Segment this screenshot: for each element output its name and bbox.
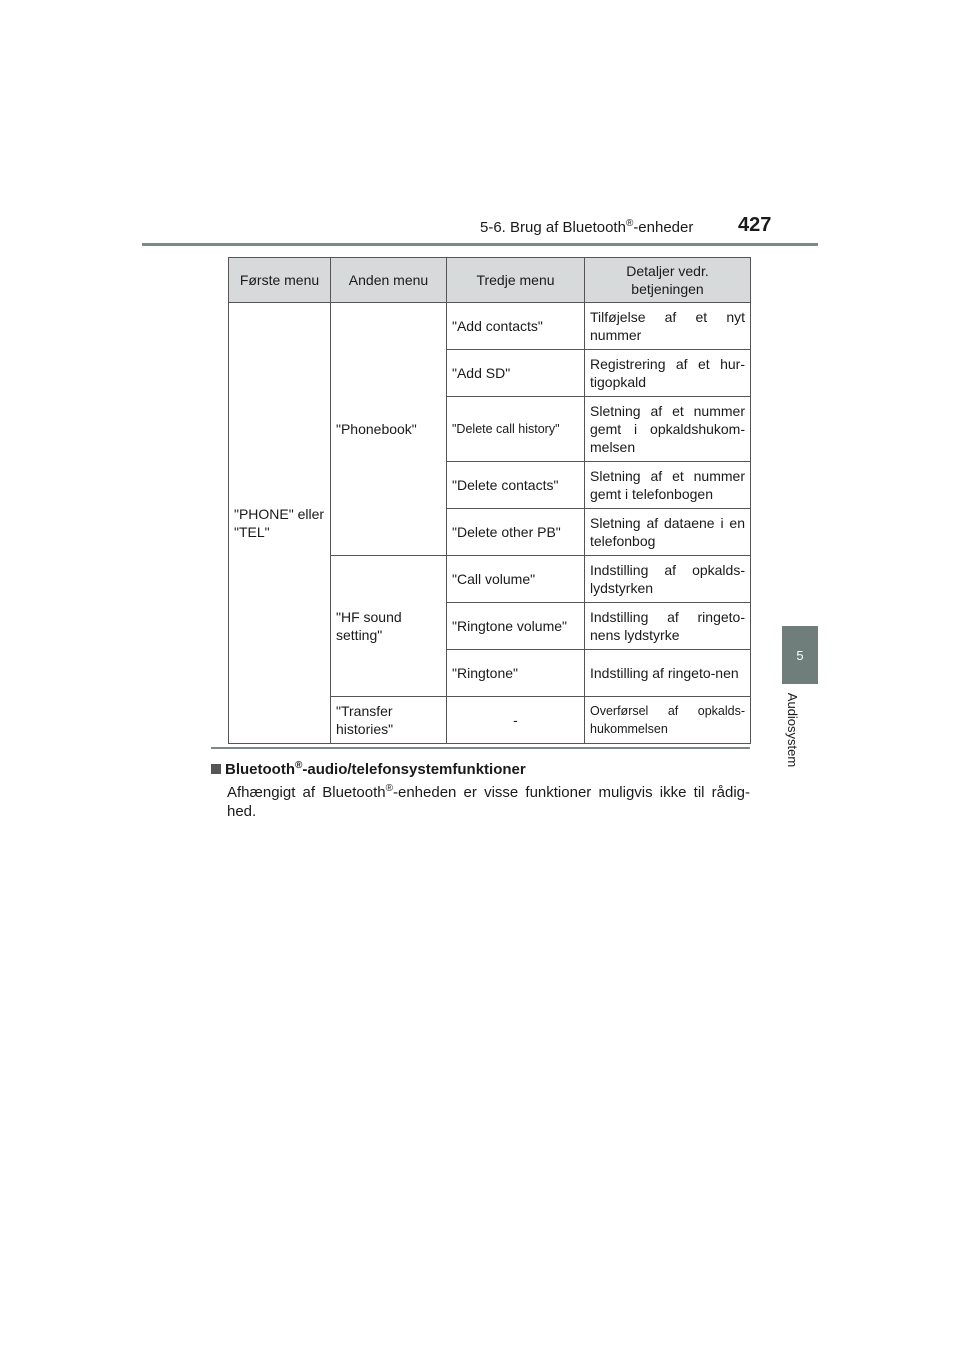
header-second-menu: Anden menu xyxy=(331,258,447,303)
chapter-label: Audiosystem xyxy=(785,692,800,768)
detail-cell: Sletning af et nummer gemt i opkaldshukom-melsen xyxy=(585,397,751,462)
detail-cell: Indstilling af opkalds-lydstyrken xyxy=(585,556,751,603)
detail-cell: Indstilling af ringeto-nens lydstyrke xyxy=(585,603,751,650)
third-menu-cell: - xyxy=(447,697,585,744)
detail-cell: Indstilling af ringeto-nen xyxy=(585,650,751,697)
registered-mark: ® xyxy=(385,783,393,794)
third-menu-cell: "Delete call history" xyxy=(447,397,585,462)
section-heading-suffix: -audio/telefonsystemfunktioner xyxy=(302,761,526,778)
second-menu-cell: "HF sound setting" xyxy=(331,556,447,697)
detail-cell: Sletning af et nummer gemt i telefonbogen xyxy=(585,462,751,509)
detail-cell: Tilføjelse af et nyt nummer xyxy=(585,303,751,350)
header-third-menu: Tredje menu xyxy=(447,258,585,303)
detail-cell: Sletning af dataene i en telefonbog xyxy=(585,509,751,556)
registered-mark: ® xyxy=(294,760,303,771)
section-body-prefix: Afhængigt af Bluetooth xyxy=(227,784,386,801)
header-title xyxy=(480,218,700,236)
third-menu-cell: "Add contacts" xyxy=(447,303,585,350)
first-menu-cell: "PHONE" eller "TEL" xyxy=(229,303,331,744)
second-menu-cell: "Transfer histories" xyxy=(331,697,447,744)
section-body xyxy=(211,779,750,821)
registered-mark: ® xyxy=(625,218,634,229)
section-heading xyxy=(211,756,750,779)
third-menu-cell: "Ringtone" xyxy=(447,650,585,697)
square-bullet-icon xyxy=(211,764,221,774)
section-heading-prefix: Bluetooth xyxy=(225,761,295,778)
detail-cell: Overførsel af opkalds-hukommelsen xyxy=(585,697,751,744)
header-title-suffix: -enheder xyxy=(633,219,694,236)
section-body-suffix: -enheden er visse funktioner muligvis ikke til rådig-hed. xyxy=(227,784,751,820)
header-title-prefix: 5-6. Brug af Bluetooth xyxy=(480,219,626,236)
third-menu-cell: "Add SD" xyxy=(447,350,585,397)
third-menu-cell: "Ringtone volume" xyxy=(447,603,585,650)
table-header-row xyxy=(229,258,751,303)
third-menu-cell: "Delete other PB" xyxy=(447,509,585,556)
table-row xyxy=(229,303,751,350)
page-number: 427 xyxy=(738,214,772,236)
third-menu-cell: "Call volume" xyxy=(447,556,585,603)
second-menu-cell: "Phonebook" xyxy=(331,303,447,556)
chapter-tab: 5 xyxy=(782,626,818,684)
header-details: Detaljer vedr. betjeningen xyxy=(585,258,751,303)
detail-cell: Registrering af et hur-tigopkald xyxy=(585,350,751,397)
header-rule xyxy=(142,243,818,246)
table-bottom-rule xyxy=(211,747,750,749)
third-menu-cell: "Delete contacts" xyxy=(447,462,585,509)
header-first-menu: Første menu xyxy=(229,258,331,303)
bluetooth-section xyxy=(211,756,750,821)
menu-table xyxy=(228,257,751,744)
